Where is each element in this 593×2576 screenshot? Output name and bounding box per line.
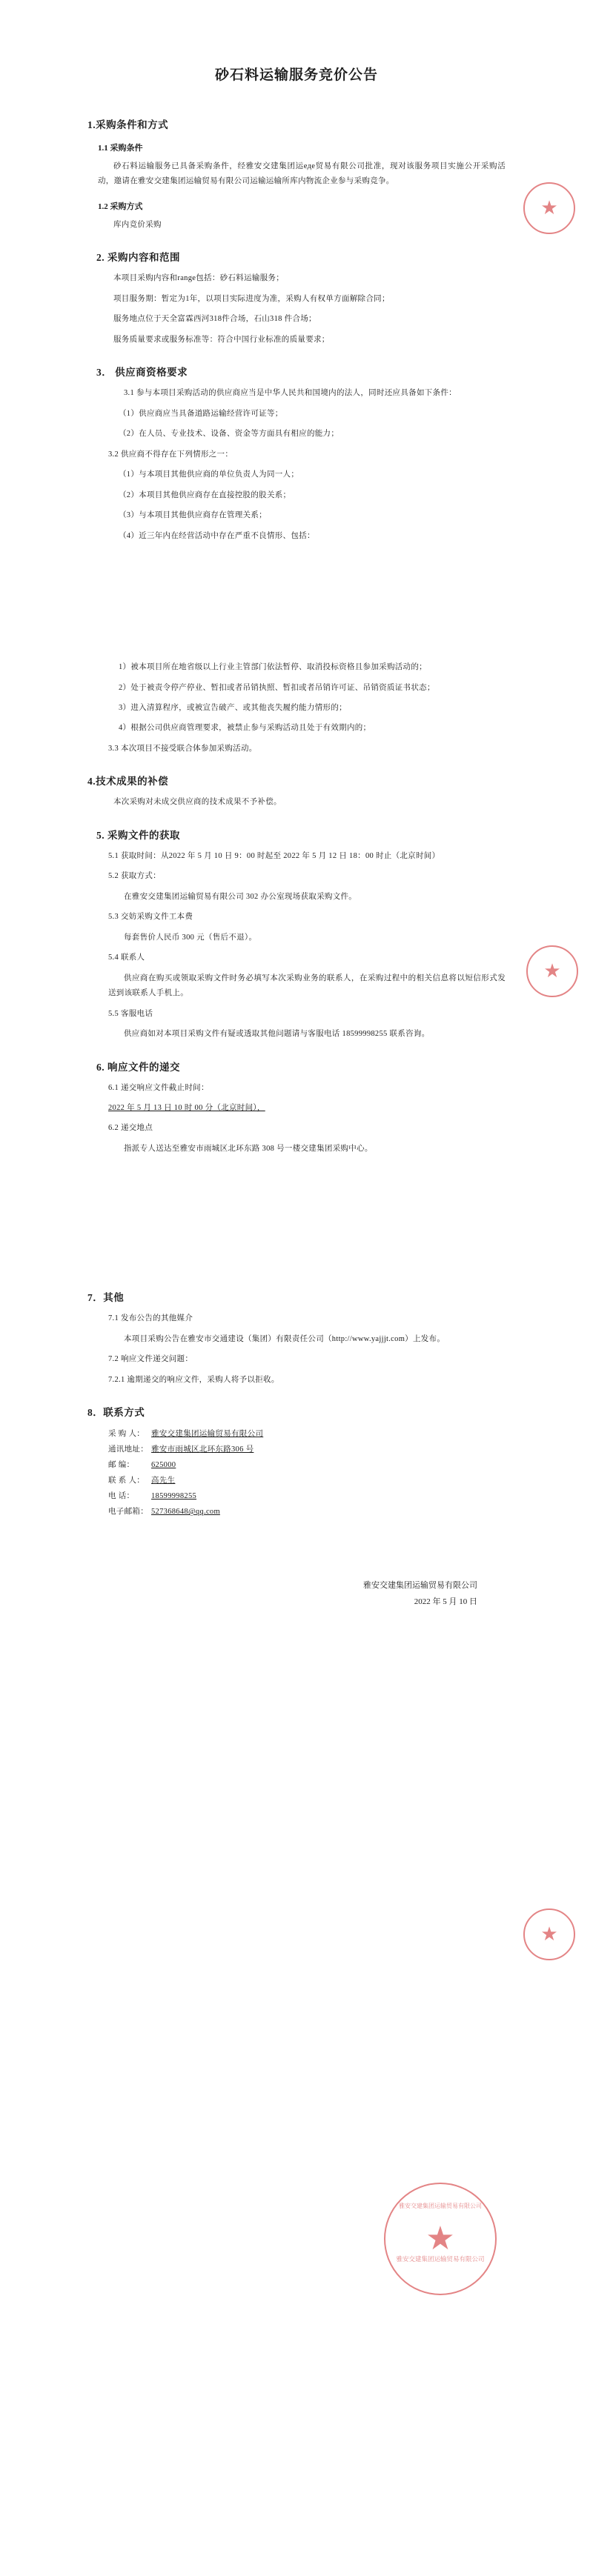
paragraph-5-4: 5.3 交妨采购文件工本费	[108, 913, 193, 922]
contact-key-postcode: 邮 编：	[108, 1461, 135, 1470]
paragraph-3-3: （2）在人员、专业技术、设备、资金等方面具有相应的能力；	[119, 430, 339, 439]
paragraph-3-1: 3.1 参与本项目采购活动的供应商应当是中华人民共和国境内的法人，同时还应具备如下条件：	[124, 389, 457, 398]
contact-key-phone: 电 话：	[108, 1492, 135, 1501]
paragraph-3-6: （2）本项目其他供应商存在直接控股的股关系；	[119, 490, 291, 499]
company-seal-icon-lower	[523, 1908, 575, 1960]
section-heading-5: 5. 采购文件的获取	[96, 829, 180, 841]
section-heading-8: 8．联系方式	[87, 1407, 145, 1419]
section-heading-3: 3． 供应商资格要求	[96, 367, 188, 379]
seal-bottom-text: 雅安交建集团运输贸易有限公司	[396, 2254, 485, 2263]
company-seal-icon-mid	[526, 945, 578, 997]
paragraph-7-4: 7.2.1 逾期递交的响应文件，采购人将予以拒收。	[108, 1375, 279, 1384]
signature-company: 雅安交建集团运输贸易有限公司	[363, 1581, 477, 1591]
section-heading-7: 7．其他	[87, 1292, 125, 1304]
paragraph-5-1: 5.1 获取时间：从2022 年 5 月 10 日 9：00 时起至 2022 年 5 月 12 日 18：00 时止（北京时间）	[108, 851, 440, 860]
seal-star-icon-top: ★	[540, 197, 558, 219]
paragraph-7-1: 7.1 发布公告的其他媒介	[108, 1314, 193, 1323]
paragraph-1-2-1: 库内竞价采购	[113, 220, 162, 229]
paragraph-3-2: （1）供应商应当具备道路运输经营许可证等；	[119, 409, 283, 418]
paragraph-4-1: 本次采购对未成交供应商的技术成果不予补偿。	[113, 798, 282, 807]
contact-row-phone	[87, 1488, 506, 1504]
contact-row-address	[87, 1442, 506, 1457]
contact-value-postcode: 625000	[151, 1461, 176, 1470]
section-heading-2: 2. 采购内容和范围	[96, 252, 180, 264]
paragraph-3-12: 4）根据公司供应商管理要求，被禁止参与采购活动且处于有效期内的；	[119, 724, 371, 733]
paragraph-5-2: 5.2 获取方式：	[108, 872, 161, 881]
contact-key-purchaser: 采 购 人：	[108, 1430, 145, 1439]
contact-key-email: 电子邮箱：	[108, 1508, 148, 1517]
seal-star-icon-mid: ★	[543, 960, 561, 982]
paragraph-5-6: 5.4 联系人	[108, 953, 145, 962]
paragraph-7-3: 7.2 响应文件递交问题：	[108, 1355, 193, 1364]
page-break-gap-2	[87, 1162, 506, 1273]
paragraph-3-7: （3）与本项目其他供应商存在管理关系；	[119, 511, 267, 520]
paragraph-2-4: 服务质量要求或服务标准等：符合中国行业标准的质量要求；	[113, 335, 330, 344]
paragraph-3-10: 2）处于被责令停产停业、暂扣或者吊销执照、暂扣或者吊销许可证、吊销资质证书状态；	[119, 683, 435, 692]
contact-value-purchaser: 雅安交建集团运输贸易有限公司	[151, 1430, 264, 1439]
contact-row-postcode	[87, 1457, 506, 1473]
paragraph-3-13: 3.3 本次项目不接受联合体参加采购活动。	[108, 744, 257, 753]
paragraph-6-2: 2022 年 5 月 13 日 10 时 00 分（北京时间），	[108, 1104, 265, 1112]
subsection-heading-1-1: 1.1 采购条件	[98, 144, 143, 153]
paragraph-3-8: （4）近三年内在经营活动中存在严重不良情形、包括：	[119, 531, 315, 540]
contact-value-address: 雅安市雨城区北环东路306 号	[151, 1445, 254, 1454]
contact-row-purchaser	[87, 1426, 506, 1442]
page-break-gap	[87, 549, 506, 660]
contact-value-person: 高先生	[151, 1477, 176, 1485]
section-heading-6: 6. 响应文件的递交	[96, 1061, 180, 1073]
paragraph-5-8: 5.5 客服电话	[108, 1009, 153, 1018]
company-seal-icon-main	[384, 2183, 497, 2295]
contact-value-email: 527368648@qq.com	[151, 1508, 220, 1517]
seal-top-text: 雅安交建集团运输贸易有限公司	[399, 2202, 482, 2209]
seal-star-icon-lower: ★	[540, 1923, 558, 1945]
subsection-heading-1-2: 1.2 采购方式	[98, 202, 143, 211]
contact-key-address: 通讯地址：	[108, 1445, 148, 1454]
paragraph-5-5: 每套售价人民币 300 元（售后不退）。	[124, 933, 257, 942]
paragraph-6-1: 6.1 递交响应文件截止时间：	[108, 1083, 209, 1092]
contact-value-phone: 18599998255	[151, 1492, 197, 1501]
paragraph-3-5: （1）与本项目其他供应商的单位负责人为同一人；	[119, 470, 299, 479]
contact-key-person: 联 系 人：	[108, 1477, 145, 1485]
section-heading-1: 1.采购条件和方式	[87, 119, 169, 130]
paragraph-6-3: 6.2 递交地点	[108, 1124, 153, 1133]
paragraph-7-2: 本项目采购公告在雅安市交通建设（集团）有限责任公司（http://www.yajjjt.com）上发布。	[124, 1334, 445, 1343]
paragraph-5-3: 在雅安交建集团运输贸易有限公司 302 办公室现场获取采购文件。	[124, 892, 357, 901]
paragraph-5-9: 供应商如对本项目采购文件有疑或透取其他问题请与客服电话 18599998255 联系咨询。	[124, 1030, 430, 1039]
paragraph-2-3: 服务地点位于天全富霖西河318件合场，石山318 件合场；	[113, 315, 317, 324]
paragraph-2-2: 项目服务期：暂定为1年，以项目实际进度为准，采购人有权单方面解除合同；	[113, 294, 390, 303]
paragraph-2-1: 本项目采购内容和range包括：砂石料运输服务；	[113, 274, 285, 283]
paragraph-6-4: 指派专人送达至雅安市雨城区北环东路 308 号一楼交建集团采购中心。	[124, 1144, 373, 1153]
paragraph-1-1-1: 砂石料运输服务已具备采购条件，经雅安交建集团运еде贸易有限公司批准，现对该服务项目实施公开采购活动，邀请在雅安交建集团运输贸易有限公司运输运输所库内物流企业参与采购竞争。	[98, 162, 506, 186]
contact-row-person	[87, 1473, 506, 1488]
paragraph-3-11: 3）进入清算程序，或被宣告破产、或其他丧失履约能力情形的；	[119, 703, 347, 712]
seal-star-icon-main: ★	[425, 2220, 455, 2257]
paragraph-3-4: 3.2 供应商不得存在下列情形之一：	[108, 450, 233, 459]
paragraph-3-9: 1）被本项目所在地省级以上行业主管部门依法暂停、取消投标资格且参加采购活动的；	[119, 663, 427, 672]
contact-row-email	[87, 1504, 506, 1520]
document-page	[0, 64, 593, 2576]
section-heading-4: 4.技术成果的补偿	[87, 776, 169, 788]
signature-block	[87, 1577, 506, 1610]
paragraph-5-7: 供应商在购买或领取采购文件时务必填写本次采购业务的联系人，在采购过程中的相关信息将以短信形式发送到该联系人手机上。	[108, 974, 506, 998]
page-title: 砂石料运输服务竞价公告	[214, 67, 378, 83]
signature-date: 2022 年 5 月 10 日	[414, 1597, 477, 1607]
company-seal-icon-top	[523, 182, 575, 234]
